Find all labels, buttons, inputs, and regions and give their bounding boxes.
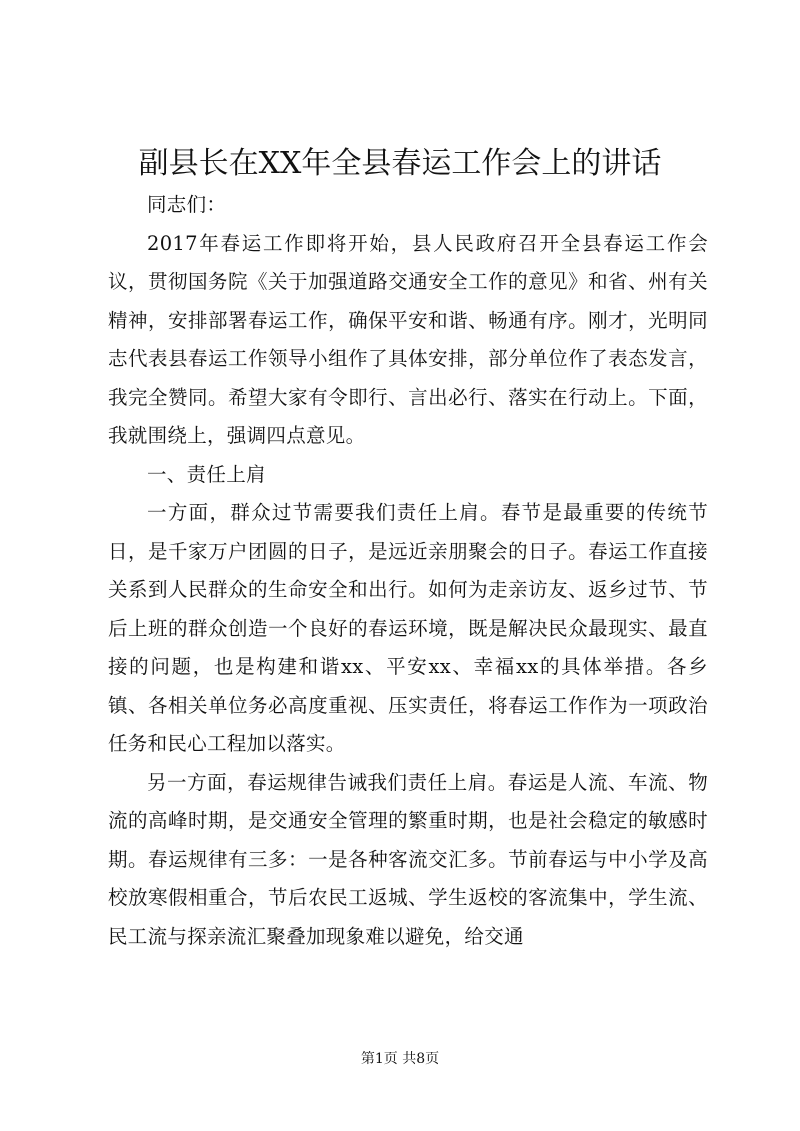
paragraph-first-aspect: 一方面，群众过节需要我们责任上肩。春节是最重要的传统节日，是千家万户团圆的日子，是远近亲朋聚会的日子。春运工作直接关系到人民群众的生命安全和出行。如何为走亲访友、返乡过节、节后上班的群众创造一个良好的春运环境，既是解决民众最现实、最直接的问题，也是构建和谐xx、平安xx、幸福xx的具体举措。各乡镇、各相关单位务必高度重视、压实责任，将春运工作作为一项政治任务和民心工程加以落实。: [108, 501, 708, 755]
salutation: 同志们：: [147, 193, 227, 216]
section-heading: 一、责任上肩: [147, 462, 266, 486]
paragraph-second-aspect: 另一方面，春运规律告诫我们责任上肩。春运是人流、车流、物流的高峰时期，是交通安全管理的繁重时期，也是社会稳定的敏感时期。春运规律有三多：一是各种客流交汇多。节前春运与中小学及高校放寒假相重合，节后农民工返城、学生返校的客流集中，学生流、民工流与探亲流汇聚叠加现象难以避免，给交通: [108, 770, 708, 948]
document-body: [108, 186, 708, 956]
page-footer: 第1页 共8页: [360, 1051, 440, 1067]
paragraph-intro: 2017年春运工作即将开始，县人民政府召开全县春运工作会议，贯彻国务院《关于加强道路交通安全工作的意见》和省、州有关精神，安排部署春运工作，确保平安和谐、畅通有序。刚才，光明同志代表县春运工作领导小组作了具体安排，部分单位作了表态发言，我完全赞同。希望大家有令即行、言出必行、落实在行动上。下面，我就围绕上，强调四点意见。: [108, 231, 708, 447]
document-title: 副县长在XX年全县春运工作会上的讲话: [138, 146, 662, 181]
